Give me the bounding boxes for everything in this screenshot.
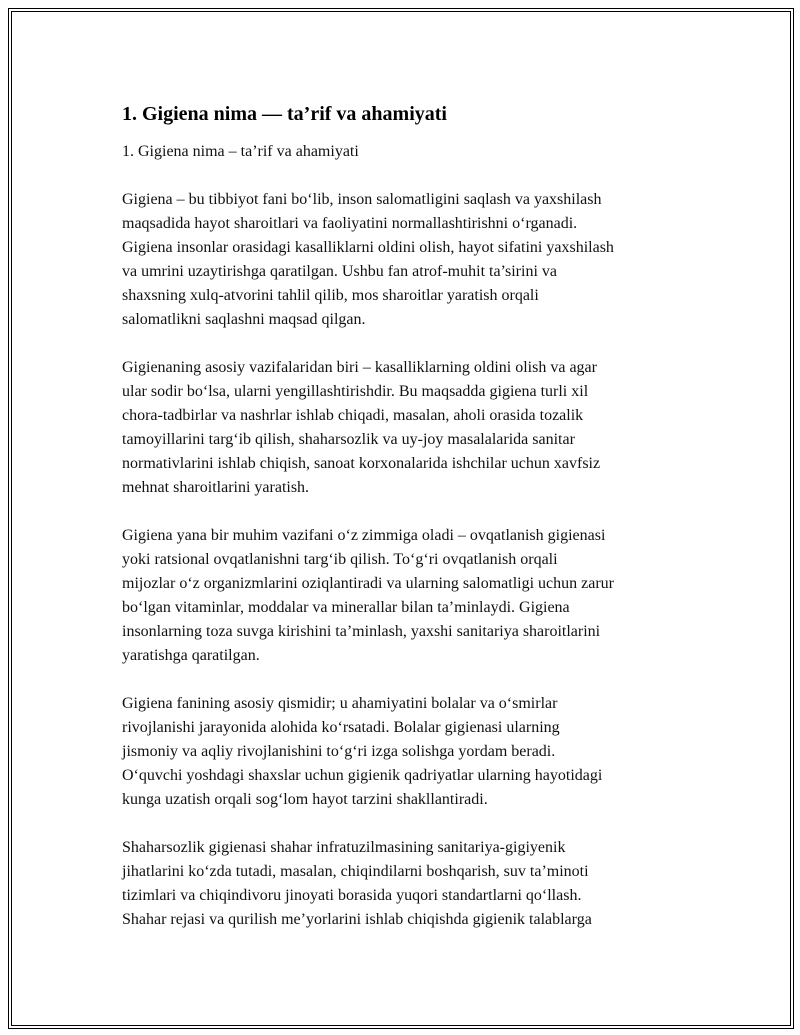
document-subtitle: 1. Gigiena nima – ta’rif va ahamiyati [122, 143, 359, 160]
paragraph-line: ular sodir bo‘lsa, ularni yengillashtirishdir. Bu maqsadda gigiena turli xil [122, 383, 589, 400]
paragraph-line: Shahar rejasi va qurilish me’yorlarini ishlab chiqishda gigienik talablarga [122, 911, 592, 928]
paragraph [122, 692, 692, 812]
paragraph-line: Gigiena yana bir muhim vazifani o‘z zimmiga oladi – ovqatlanish gigienasi [122, 527, 606, 544]
paragraph [122, 188, 692, 332]
paragraph-line: O‘quvchi yoshdagi shaxslar uchun gigienik qadriyatlar ularning hayotidagi [122, 767, 603, 784]
paragraph-line: Gigiena fanining asosiy qismidir; u ahamiyatini bolalar va o‘smirlar [122, 695, 558, 712]
paragraph-line: maqsadida hayot sharoitlari va faoliyatini normallashtirishni o‘rganadi. [122, 215, 578, 232]
paragraph-line: normativlarini ishlab chiqish, sanoat korxonalarida ishchilar uchun xavfsiz [122, 455, 601, 472]
paragraph-line: shaxsning xulq-atvorini tahlil qilib, mos sharoitlar yaratish orqali [122, 287, 539, 304]
paragraph-line: bo‘lgan vitaminlar, moddalar va minerallar bilan ta’minlaydi. Gigiena [122, 599, 570, 616]
paragraph-line: yoki ratsional ovqatlanishni targ‘ib qilish. To‘g‘ri ovqatlanish orqali [122, 551, 558, 568]
paragraph-line: mijozlar o‘z organizmlarini oziqlantiradi va ularning salomatligi uchun zarur [122, 575, 614, 592]
paragraph-line: chora-tadbirlar va nashrlar ishlab chiqadi, masalan, aholi orasida tozalik [122, 407, 584, 424]
paragraph-line: tamoyillarini targ‘ib qilish, shaharsozlik va uy-joy masalalarida sanitar [122, 431, 575, 448]
paragraph-line: salomatlikni saqlashni maqsad qilgan. [122, 311, 366, 328]
paragraph-line: jismoniy va aqliy rivojlanishini to‘g‘ri izga solishga yordam beradi. [122, 743, 556, 760]
paragraph-list [122, 188, 692, 932]
paragraph-line: mehnat sharoitlarini yaratish. [122, 479, 310, 496]
paragraph-line: kunga uzatish orqali sog‘lom hayot tarzini shakllantiradi. [122, 791, 488, 808]
paragraph [122, 356, 692, 500]
paragraph [122, 836, 692, 932]
paragraph-line: va umrini uzaytirishga qaratilgan. Ushbu fan atrof-muhit ta’sirini va [122, 263, 557, 280]
paragraph-line: insonlarning toza suvga kirishini ta’minlash, yaxshi sanitariya sharoitlarini [122, 623, 601, 640]
page-frame [8, 8, 794, 1029]
paragraph-line: Gigiena – bu tibbiyot fani bo‘lib, inson salomatligini saqlash va yaxshilash [122, 191, 602, 208]
paragraph [122, 524, 692, 668]
paragraph-line: tizimlari va chiqindivoru jinoyati borasida yuqori standartlarni qo‘llash. [122, 887, 582, 904]
paragraph-line: rivojlanishi jarayonida alohida ko‘rsatadi. Bolalar gigienasi ularning [122, 719, 560, 736]
document-body [122, 100, 692, 956]
paragraph-line: jihatlarini ko‘zda tutadi, masalan, chiqindilarni boshqarish, suv ta’minoti [122, 863, 589, 880]
paragraph-line: Gigiena insonlar orasidagi kasalliklarni oldini olish, hayot sifatini yaxshilash [122, 239, 614, 256]
paragraph-line: Shaharsozlik gigienasi shahar infratuzilmasining sanitariya-gigiyenik [122, 839, 566, 856]
paragraph-line: Gigienaning asosiy vazifalaridan biri – kasalliklarning oldini olish va agar [122, 359, 597, 376]
paragraph-line: yaratishga qaratilgan. [122, 647, 260, 664]
document-title: 1. Gigiena nima — ta’rif va ahamiyati [122, 103, 447, 125]
